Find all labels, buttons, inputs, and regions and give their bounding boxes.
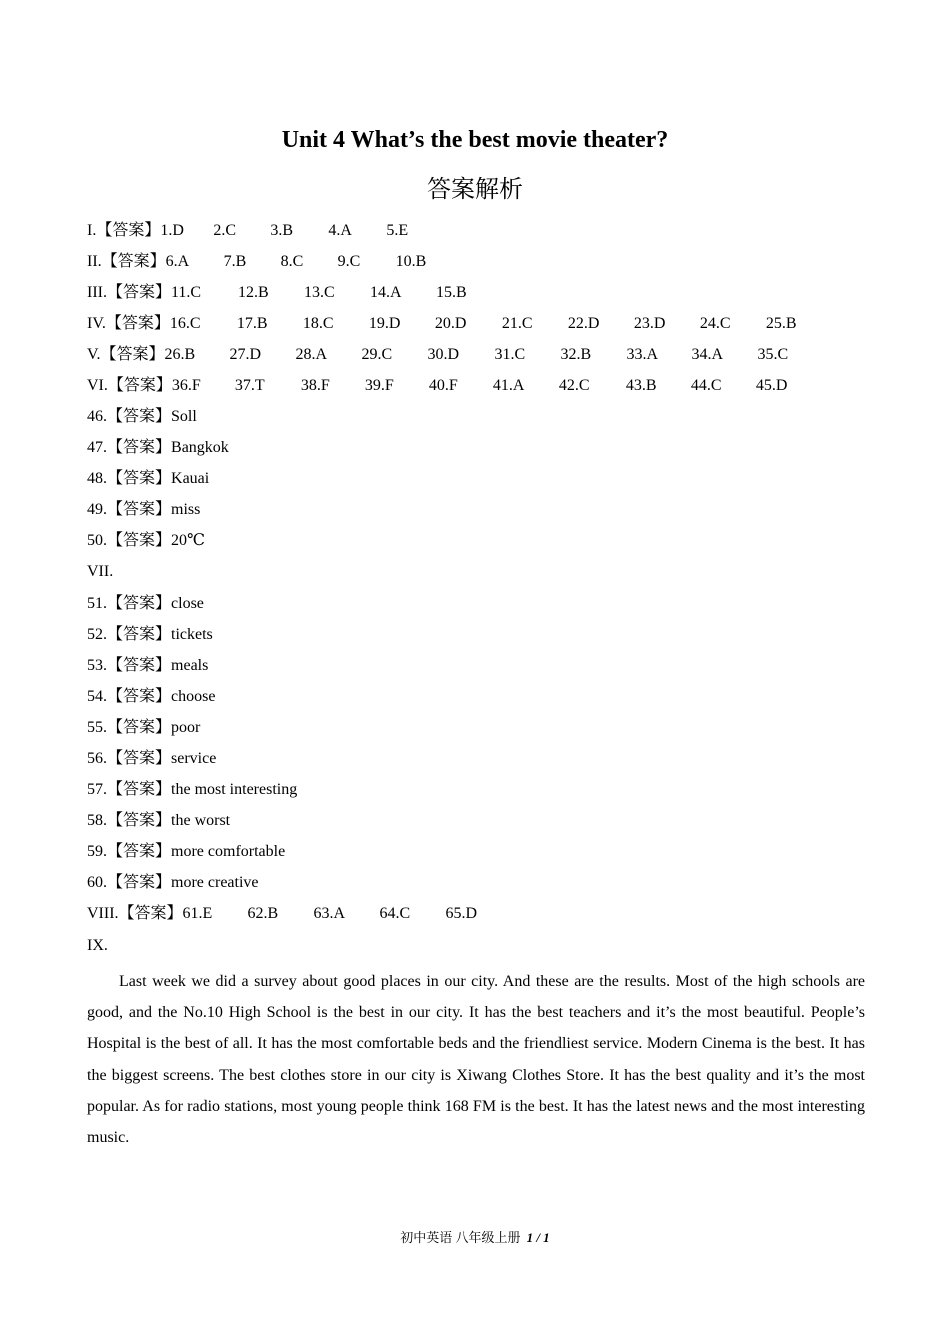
item-answer: tickets — [171, 626, 213, 643]
item-answer: Bangkok — [171, 439, 229, 456]
answer: 2.C — [213, 222, 237, 239]
answer: 65.D — [445, 905, 478, 922]
item-answer: poor — [171, 719, 201, 736]
row-label: IV.【答案】 — [87, 315, 170, 332]
answer: 17.B — [236, 315, 268, 332]
answer: 11.C — [171, 284, 202, 301]
answer: 1.D — [160, 222, 184, 239]
page-number: 1 / 1 — [526, 1230, 550, 1245]
row-label: II.【答案】 — [87, 253, 166, 270]
item-answer: more comfortable — [171, 843, 286, 860]
answer: 44.C — [690, 377, 722, 394]
fill-answer-51 — [87, 594, 204, 614]
fill-answer-49 — [87, 500, 200, 520]
footer-text: 初中英语 八年级上册 — [400, 1230, 521, 1245]
item-label: 51.【答案】 — [87, 595, 172, 612]
fill-answer-50 — [87, 531, 205, 551]
fill-answer-56 — [87, 749, 216, 769]
answer: 32.B — [560, 346, 592, 363]
page-title: Unit 4 What’s the best movie theater? — [281, 127, 669, 153]
answer: 10.B — [395, 253, 427, 270]
answer: 29.C — [361, 346, 393, 363]
fill-answer-54 — [87, 687, 215, 707]
item-answer: 20℃ — [171, 532, 205, 549]
answer: 22.D — [567, 315, 600, 332]
item-label: 53.【答案】 — [87, 657, 172, 674]
answer: 4.A — [328, 222, 352, 239]
page-subtitle: 答案解析 — [427, 175, 523, 203]
fill-answer-55 — [87, 718, 200, 738]
answer: 14.A — [370, 284, 402, 301]
fill-answer-57 — [87, 780, 297, 800]
item-label: 48.【答案】 — [87, 470, 172, 487]
essay-paragraph: Last week we did a survey about good places in our city. And these are the results. Most of the high schools are good, and the No.10 High School is the best in our city. It has the best teachers and it’s the most beautiful. People’s Hospital is the best of all. It has the most comfortable beds and the friendliest service. Modern Cinema is the best. It has the biggest screens. The best clothes store in our city is Xiwang Clothes Store. It has the best quality and it’s the most popular. As for radio stations, most young people think 168 FM is the best. It has the latest news and the most interesting music. — [87, 973, 865, 1147]
item-label: 46.【答案】 — [87, 408, 172, 425]
answer: 41.A — [492, 377, 525, 394]
answer-row-viii — [87, 904, 477, 924]
item-label: 60.【答案】 — [87, 874, 172, 891]
item-label: 56.【答案】 — [87, 750, 172, 767]
answer: 26.B — [164, 346, 196, 363]
item-answer: the most interesting — [171, 781, 298, 798]
answer: 23.D — [633, 315, 666, 332]
answer: 38.F — [300, 377, 330, 394]
answer: 24.C — [699, 315, 731, 332]
item-answer: miss — [171, 501, 201, 518]
answer: 15.B — [436, 284, 467, 301]
fill-answer-59 — [87, 842, 285, 862]
answer: 40.F — [428, 377, 458, 394]
page-footer — [0, 1229, 950, 1247]
answer: 16.C — [169, 315, 201, 332]
answer-row-vi — [87, 376, 787, 396]
row-label: VI.【答案】 — [87, 377, 172, 394]
answer: 61.E — [182, 905, 213, 922]
answer: 35.C — [757, 346, 789, 363]
fill-answer-48 — [87, 469, 209, 489]
answer: 64.C — [379, 905, 411, 922]
item-answer: Kauai — [171, 470, 210, 487]
row-label: I.【答案】 — [87, 222, 161, 239]
row-label: VIII.【答案】 — [87, 905, 183, 922]
answer-row-ii — [87, 252, 426, 272]
item-answer: choose — [171, 688, 216, 705]
answer: 43.B — [625, 377, 657, 394]
answer: 20.D — [434, 315, 467, 332]
section-heading-vii: VII. — [87, 563, 114, 580]
answer: 36.F — [171, 377, 201, 394]
item-label: 50.【答案】 — [87, 532, 172, 549]
answer: 34.A — [691, 346, 724, 363]
item-answer: more creative — [171, 874, 259, 891]
item-label: 54.【答案】 — [87, 688, 172, 705]
answer: 33.A — [626, 346, 659, 363]
fill-answer-46 — [87, 407, 197, 427]
answer: 63.A — [313, 905, 346, 922]
answer: 28.A — [295, 346, 328, 363]
answer: 3.B — [270, 222, 294, 239]
answer: 42.C — [558, 377, 590, 394]
fill-answer-47 — [87, 438, 229, 458]
item-label: 49.【答案】 — [87, 501, 172, 518]
answer: 19.D — [368, 315, 401, 332]
section-heading-ix: IX. — [87, 937, 108, 954]
answer-row-v — [87, 345, 788, 365]
item-label: 59.【答案】 — [87, 843, 172, 860]
fill-answer-52 — [87, 625, 213, 645]
answer: 21.C — [501, 315, 533, 332]
item-answer: Soll — [171, 408, 197, 425]
answer: 13.C — [304, 284, 335, 301]
item-answer: the worst — [171, 812, 231, 829]
answer: 31.C — [494, 346, 526, 363]
answer: 7.B — [223, 253, 247, 270]
row-label: III.【答案】 — [87, 284, 171, 301]
answer: 5.E — [386, 222, 409, 239]
fill-answer-53 — [87, 656, 208, 676]
answer: 62.B — [247, 905, 279, 922]
answer: 37.T — [234, 377, 265, 394]
item-label: 52.【答案】 — [87, 626, 172, 643]
answer: 18.C — [302, 315, 334, 332]
answer-row-iii — [87, 283, 467, 303]
item-answer: close — [171, 595, 204, 612]
item-label: 58.【答案】 — [87, 812, 172, 829]
item-answer: meals — [171, 657, 209, 674]
answer: 45.D — [755, 377, 788, 394]
answer: 6.A — [165, 253, 190, 270]
answer: 30.D — [427, 346, 460, 363]
answer-row-i — [87, 221, 408, 241]
row-label: V.【答案】 — [87, 346, 165, 363]
answer: 27.D — [229, 346, 262, 363]
answer: 39.F — [364, 377, 394, 394]
fill-answer-58 — [87, 811, 230, 831]
answer-row-iv — [87, 314, 797, 334]
answer: 25.B — [765, 315, 797, 332]
item-label: 57.【答案】 — [87, 781, 172, 798]
item-label: 47.【答案】 — [87, 439, 172, 456]
fill-answer-60 — [87, 873, 259, 893]
item-answer: service — [171, 750, 217, 767]
answer: 8.C — [280, 253, 304, 270]
item-label: 55.【答案】 — [87, 719, 172, 736]
answer: 12.B — [238, 284, 269, 301]
answer: 9.C — [337, 253, 361, 270]
